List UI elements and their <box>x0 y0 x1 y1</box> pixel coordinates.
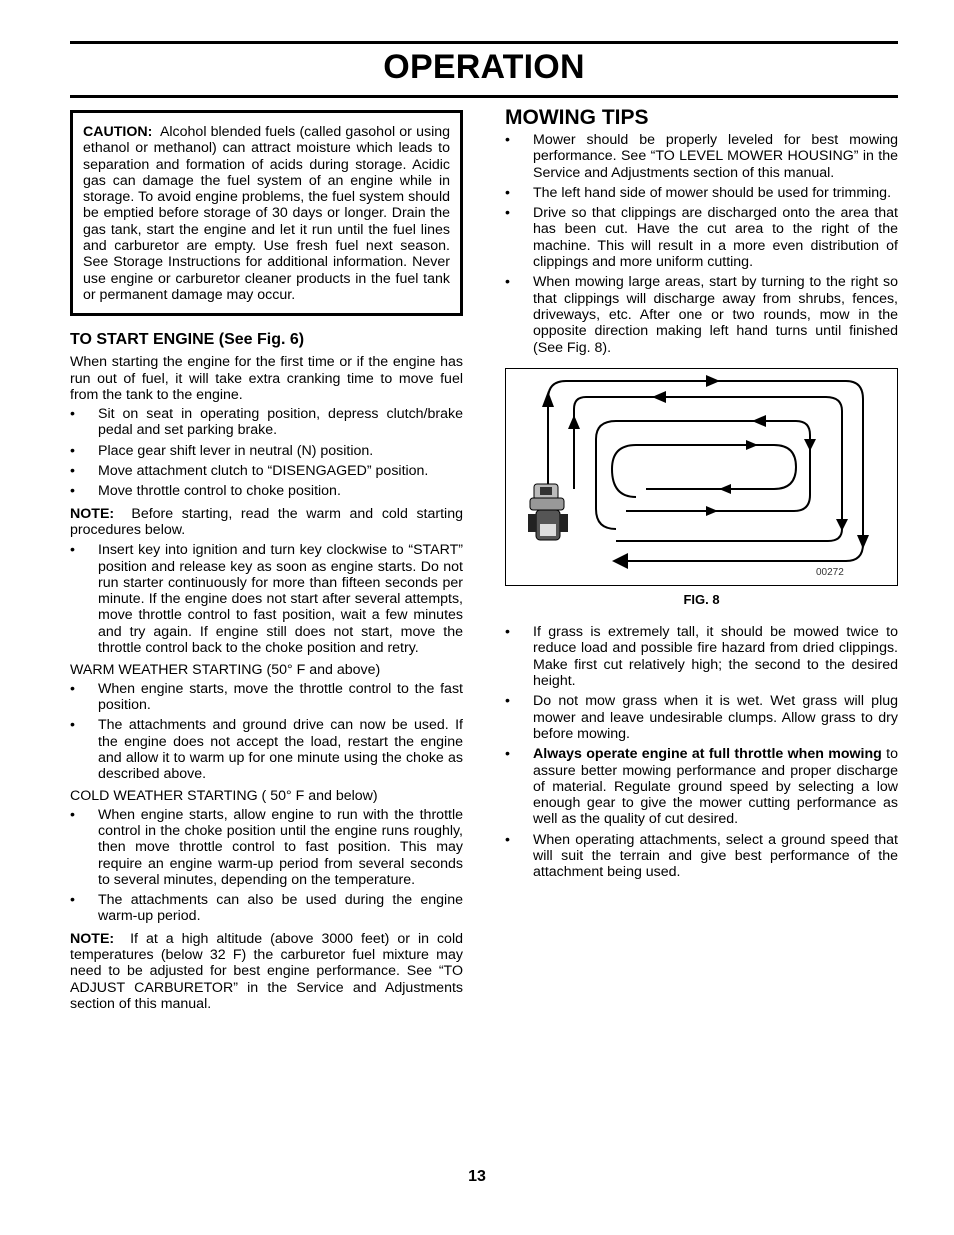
mowing-tips-list-2 <box>505 624 898 880</box>
left-column <box>70 110 463 1016</box>
riding-mower-icon <box>528 484 568 540</box>
caution-box <box>70 110 463 316</box>
start-engine-heading: TO START ENGINE (See Fig. 6) <box>70 331 305 349</box>
list-item: • Move throttle control to choke position. <box>70 483 463 499</box>
list-item: • Place gear shift lever in neutral (N) position. <box>70 443 463 459</box>
right-column <box>505 106 898 885</box>
note-label: NOTE: <box>70 505 115 522</box>
ignition-steps <box>70 542 463 656</box>
arrow-head <box>752 415 766 427</box>
note-text: Before starting, read the warm and cold starting procedures below. <box>70 505 463 538</box>
arrow-head <box>746 440 758 450</box>
note-altitude <box>70 931 463 1012</box>
list-item: • When engine starts, move the throttle control to the fast position. <box>70 681 463 714</box>
second-path <box>574 397 842 541</box>
inner-path <box>612 445 796 497</box>
throttle-tip-text: to assure better mowing performance and proper discharge of material. Regulate ground speed by selecting a low enough gear to give the mower cutting performance as well as the quality of cut desired. <box>533 746 898 828</box>
list-item: • Move attachment clutch to “DISENGAGED” position. <box>70 463 463 479</box>
warm-weather-steps <box>70 681 463 783</box>
cold-weather-steps <box>70 807 463 925</box>
cold-weather-heading: COLD WEATHER STARTING ( 50° F and below) <box>70 788 378 805</box>
arrow-head <box>542 391 554 407</box>
figure-caption: FIG. 8 <box>683 591 720 607</box>
note-before-starting <box>70 506 463 539</box>
arrow-head <box>706 506 718 516</box>
arrow-head <box>706 375 720 387</box>
arrow-head <box>836 519 848 531</box>
start-engine-steps <box>70 406 463 499</box>
arrow-head <box>719 484 731 494</box>
list-item <box>505 746 898 827</box>
arrow-head <box>804 439 816 451</box>
list-item: • Do not mow grass when it is wet. Wet grass will plug mower and leave undesirable clumps. Allow grass to dry before mowing. <box>505 693 898 742</box>
title-rule <box>70 95 898 98</box>
caution-label: CAUTION: <box>83 124 153 140</box>
note-label: NOTE: <box>70 930 115 947</box>
start-engine-intro: When starting the engine for the first time or if the engine has run out of fuel, it will take extra cranking time to move fuel from the tank to the engine. <box>70 354 463 403</box>
page-number: 13 <box>468 1168 486 1185</box>
figure-code: 00272 <box>816 566 844 578</box>
arrow-head <box>857 535 869 549</box>
list-item: • The attachments and ground drive can now be used. If the engine does not accept the load, restart the engine and allow it to warm up for one minute using the choke as described above. <box>70 717 463 782</box>
list-item: • Mower should be properly leveled for best mowing performance. See “TO LEVEL MOWER HOUSING” in the Service and Adjustments section of this manual. <box>505 132 898 181</box>
caution-text: Alcohol blended fuels (called gasohol or using ethanol or methanol) can attract moisture which leads to separation and formation of acids during storage. Acidic gas can damage the fuel system of an engine while in storage. To avoid engine problems, the fuel system should be emptied before storage of 30 days or longer. Drain the gas tank, start the engine and let it run until the fuel lines and carburetor are empty. Use fresh fuel next season. See Storage Instructions for additional information. Never use engine or carburetor cleaner products in the fuel tank or permanent damage may occur. <box>83 124 451 303</box>
list-item: • The attachments can also be used during the engine warm-up period. <box>70 892 463 925</box>
arrow-head <box>652 391 666 403</box>
mowing-pattern-figure <box>505 368 898 586</box>
list-item: • If grass is extremely tall, it should be mowed twice to reduce load and possible fire hazard from dried clippings. Make first cut relatively high; the second to the desired height. <box>505 624 898 689</box>
mowing-tips-list <box>505 132 898 356</box>
list-item: • Sit on seat in operating position, depress clutch/brake pedal and set parking brake. <box>70 406 463 439</box>
list-item: • Insert key into ignition and turn key clockwise to “START” position and release key as soon as engine starts. Do not run starter continuously for more than fifteen seconds per minute. If the engine does not start after several attempts, move throttle control to fast position, wait a few minutes and try again. If engine still does not start, move the throttle control back to the choke position and retry. <box>70 542 463 656</box>
top-rule <box>70 41 898 44</box>
list-item: • When mowing large areas, start by turning to the right so that clippings will discharge away from shrubs, fences, driveways, etc. After one or two rounds, mow in the opposite direction making left hand turns until finished (See Fig. 8). <box>505 274 898 355</box>
list-item: • The left hand side of mower should be used for trimming. <box>505 185 898 201</box>
throttle-tip-bold: Always operate engine at full throttle when mowing <box>533 746 882 763</box>
list-item: • When engine starts, allow engine to run with the throttle control in the choke position until the engine runs roughly, then move throttle control to fast position. This may require an engine warm-up period from several seconds to several minutes, depending on the temperature. <box>70 807 463 888</box>
arrow-head <box>568 415 580 429</box>
mowing-tips-heading: MOWING TIPS <box>505 106 649 129</box>
page-title: OPERATION <box>383 48 585 86</box>
list-item: • Drive so that clippings are discharged onto the area that has been cut. Have the cut area to the right of the machine. This will result in a more even distribution of clippings and more uniform cutting. <box>505 205 898 270</box>
warm-weather-heading: WARM WEATHER STARTING (50° F and above) <box>70 662 381 679</box>
list-item: • When operating attachments, select a ground speed that will suit the terrain and give best performance of the attachment being used. <box>505 832 898 881</box>
note-text: If at a high altitude (above 3000 feet) or in cold temperatures (below 32 F) the carburetor fuel mixture may need to be adjusted for best engine performance. See “TO ADJUST CARBURETOR” in the Service and Adjustments section of this manual. <box>70 930 463 1012</box>
third-path <box>596 421 810 529</box>
mowing-pattern-diagram <box>506 369 899 587</box>
